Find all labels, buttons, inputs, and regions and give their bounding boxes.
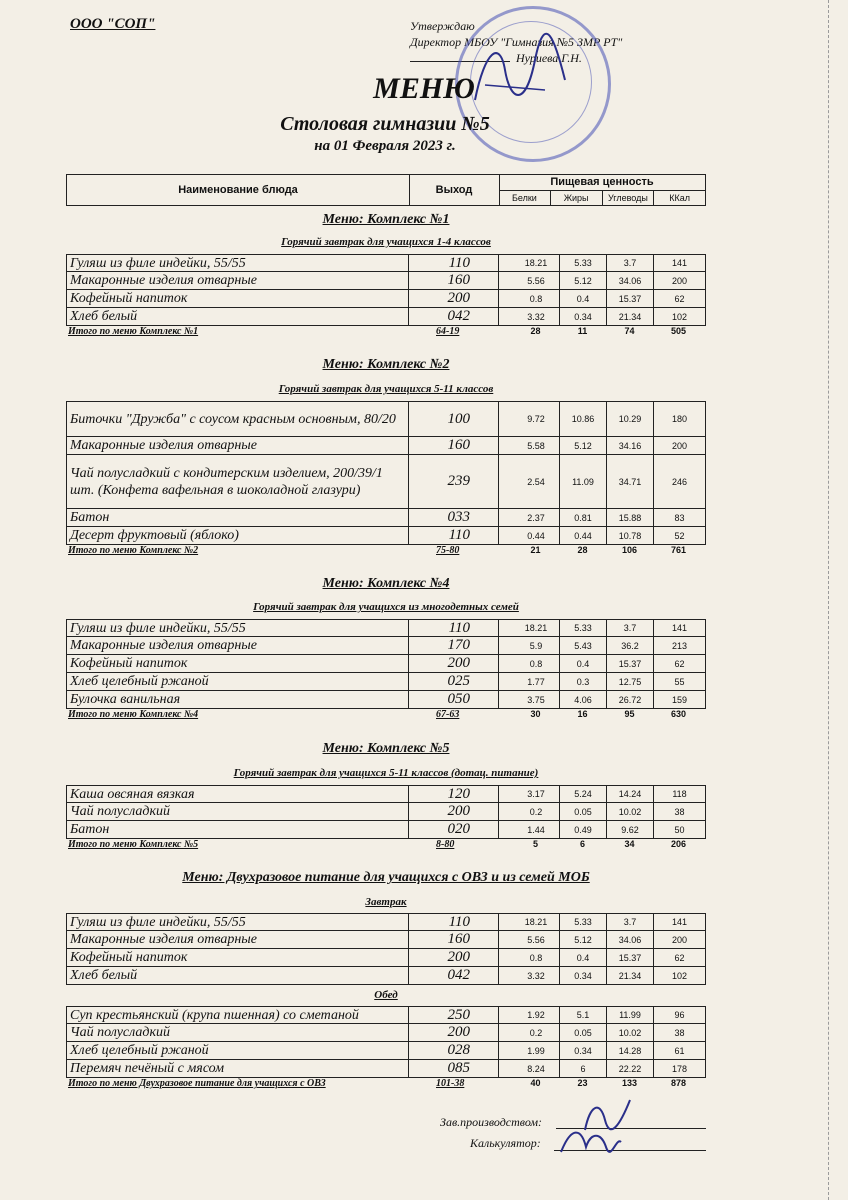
dish-proteins: 0.8: [513, 949, 560, 966]
table-row: [66, 527, 706, 545]
total-output: 67-63: [436, 709, 460, 720]
dish-proteins: 9.72: [513, 402, 560, 436]
total-fats: 11: [577, 326, 588, 336]
dish-fats: 0.4: [560, 290, 607, 307]
dish-name: Чай полусладкий: [67, 803, 409, 820]
dish-carbs: 3.7: [607, 620, 654, 636]
dish-kcal: 200: [671, 275, 688, 286]
menu-table-complex-5: [66, 785, 706, 853]
dish-fats: 11.09: [560, 455, 607, 508]
column-header-output: Выход: [409, 175, 500, 205]
dish-name: Батон: [67, 821, 409, 838]
calculator-label: Калькулятор:: [470, 1136, 541, 1150]
dish-proteins: 1.92: [513, 1007, 560, 1023]
dish-proteins: 1.99: [513, 1042, 560, 1059]
dish-proteins: 5.56: [513, 272, 560, 289]
dish-proteins: 0.2: [513, 803, 560, 820]
table-row: [66, 254, 706, 272]
dish-name: Кофейный напиток: [67, 290, 409, 307]
dish-output: 042: [409, 308, 499, 325]
total-fats: 28: [577, 545, 588, 555]
total-fats: 23: [577, 1078, 588, 1088]
table-row: [66, 1042, 706, 1060]
total-carbs: 95: [624, 709, 635, 719]
table-row: [66, 673, 706, 691]
dish-name: Кофейный напиток: [67, 949, 409, 966]
section-title: Меню: Комплекс №1: [322, 212, 450, 227]
dish-name: Каша овсяная вязкая: [67, 786, 409, 802]
total-kcal: 878: [670, 1078, 687, 1088]
dish-output: 085: [409, 1060, 499, 1077]
dish-output: 160: [409, 272, 499, 289]
dish-name: Гуляш из филе индейки, 55/55: [67, 620, 409, 636]
dish-kcal: 96: [674, 1010, 685, 1020]
section-title: Меню: Двухразовое питание для учащихся с ОВЗ и из семей МОБ: [182, 870, 590, 885]
table-row: [66, 637, 706, 655]
total-row: [66, 326, 706, 340]
total-proteins: 30: [530, 709, 541, 719]
dish-kcal: 38: [674, 1027, 685, 1038]
dish-fats: 5.12: [560, 272, 607, 289]
dish-output: 033: [409, 509, 499, 526]
dish-name: Биточки "Дружба" с соусом красным основным, 80/20: [67, 402, 409, 436]
menu-table-ovz-breakfast: [66, 913, 706, 985]
total-label: Итого по меню Комплекс №4: [68, 709, 199, 720]
dish-proteins: 0.44: [513, 527, 560, 544]
dish-name: Кофейный напиток: [67, 655, 409, 672]
dish-name: Хлеб целебный ржаной: [67, 673, 409, 690]
dish-fats: 0.4: [560, 949, 607, 966]
table-row: [66, 619, 706, 637]
total-proteins: 28: [530, 326, 541, 336]
dish-fats: 0.4: [560, 655, 607, 672]
table-row: [66, 931, 706, 949]
total-fats: 16: [577, 709, 588, 719]
dish-name: Хлеб белый: [67, 967, 409, 984]
dish-kcal: 180: [671, 414, 688, 424]
dish-output: 160: [409, 931, 499, 948]
dish-output: 028: [409, 1042, 499, 1059]
dish-proteins: 3.75: [513, 691, 560, 708]
dish-output: 170: [409, 637, 499, 654]
dish-proteins: 0.8: [513, 290, 560, 307]
dish-proteins: 2.37: [513, 509, 560, 526]
menu-table-ovz-lunch: [66, 1006, 706, 1092]
dish-fats: 10.86: [560, 402, 607, 436]
dish-carbs: 21.34: [607, 967, 654, 984]
dish-name: Перемяч печёный с мясом: [67, 1060, 409, 1077]
table-row: [66, 821, 706, 839]
dish-name: Хлеб белый: [67, 308, 409, 325]
dish-fats: 0.34: [560, 308, 607, 325]
total-proteins: 5: [532, 839, 538, 849]
dish-proteins: 5.9: [513, 637, 560, 654]
table-row: [66, 691, 706, 709]
table-row: [66, 437, 706, 455]
table-row: [66, 308, 706, 326]
dish-output: 239: [409, 455, 499, 508]
production-manager-label: Зав.производством:: [440, 1115, 543, 1129]
dish-name: Макаронные изделия отварные: [67, 931, 409, 948]
dish-kcal: 141: [671, 258, 688, 268]
dish-fats: 5.1: [560, 1007, 607, 1023]
dish-kcal: 55: [674, 676, 685, 687]
nutrition-title: Пищевая ценность: [499, 175, 705, 191]
total-kcal: 761: [670, 545, 687, 555]
section-title: Меню: Комплекс №2: [322, 357, 450, 372]
dish-output: 160: [409, 437, 499, 454]
dish-fats: 5.43: [560, 637, 607, 654]
total-output: 75-80: [436, 545, 460, 556]
dish-kcal: 61: [674, 1045, 685, 1056]
total-row: [66, 839, 706, 853]
dish-fats: 5.12: [560, 437, 607, 454]
dish-kcal: 246: [671, 476, 688, 487]
dish-carbs: 15.88: [607, 509, 654, 526]
dish-proteins: 0.8: [513, 655, 560, 672]
total-label: Итого по меню Комплекс №1: [68, 326, 199, 337]
dish-carbs: 15.37: [607, 655, 654, 672]
dish-proteins: 1.77: [513, 673, 560, 690]
dish-output: 200: [409, 1024, 499, 1041]
dish-name: Чай полусладкий: [67, 1024, 409, 1041]
dish-kcal: 83: [674, 512, 685, 523]
dish-carbs: 21.34: [607, 308, 654, 325]
approval-position: Директор МБОУ "Гимназия №5 ЗМР РТ": [410, 35, 623, 49]
dish-carbs: 14.24: [607, 786, 654, 802]
table-row: [66, 785, 706, 803]
table-row: [66, 1006, 706, 1024]
dish-fats: 5.33: [560, 914, 607, 930]
dish-carbs: 12.75: [607, 673, 654, 690]
dish-proteins: 3.32: [513, 308, 560, 325]
dish-output: 110: [409, 255, 499, 271]
dish-name: Макаронные изделия отварные: [67, 272, 409, 289]
section-subtitle: Горячий завтрак для учащихся 5-11 классов (дотац. питание): [233, 767, 539, 779]
dish-kcal: 62: [674, 952, 685, 963]
total-kcal: 206: [670, 839, 687, 849]
menu-date: на 01 Февраля 2023 г.: [314, 138, 456, 154]
organization-name: ООО "СОП": [70, 16, 156, 32]
total-proteins: 21: [530, 545, 541, 555]
dish-carbs: 10.78: [607, 527, 654, 544]
section-subtitle: Горячий завтрак для учащихся из многодетных семей: [253, 601, 519, 613]
dish-kcal: 102: [671, 970, 688, 981]
dish-carbs: 22.22: [607, 1060, 654, 1077]
dish-fats: 0.05: [560, 803, 607, 820]
page-fold-line: [828, 0, 829, 1200]
dish-name: Хлеб целебный ржаной: [67, 1042, 409, 1059]
dish-output: 110: [409, 527, 499, 544]
total-carbs: 34: [624, 839, 635, 849]
dish-name: Десерт фруктовый (яблоко): [67, 527, 409, 544]
total-label: Итого по меню Двухразовое питание для учащихся с ОВЗ: [68, 1078, 326, 1089]
dish-output: 200: [409, 290, 499, 307]
table-row: [66, 455, 706, 509]
dish-proteins: 3.17: [513, 786, 560, 802]
dish-output: 042: [409, 967, 499, 984]
dish-output: 120: [409, 786, 499, 802]
dish-output: 200: [409, 803, 499, 820]
dish-kcal: 62: [674, 293, 685, 304]
dish-kcal: 118: [672, 789, 687, 799]
dish-output: 110: [409, 914, 499, 930]
dish-kcal: 200: [671, 934, 688, 945]
column-header-name: Наименование блюда: [67, 175, 410, 205]
dish-proteins: 18.21: [513, 620, 560, 636]
total-label: Итого по меню Комплекс №2: [68, 545, 199, 556]
table-row: [66, 803, 706, 821]
dish-name: Чай полусладкий с кондитерским изделием, 200/39/1 шт. (Конфета вафельная в шоколадной глазури): [67, 455, 409, 508]
menu-table-complex-4: [66, 619, 706, 723]
total-carbs: 106: [621, 545, 638, 555]
total-output: 8-80: [436, 839, 455, 850]
table-row: [66, 1060, 706, 1078]
dish-carbs: 34.06: [607, 931, 654, 948]
dish-carbs: 11.99: [607, 1007, 654, 1023]
dish-carbs: 10.02: [607, 1024, 654, 1041]
section-title: Меню: Комплекс №5: [322, 741, 450, 756]
dish-carbs: 14.28: [607, 1042, 654, 1059]
dish-proteins: 5.56: [513, 931, 560, 948]
total-kcal: 505: [670, 326, 687, 336]
column-header-carbs: Углеводы: [603, 191, 655, 205]
dish-kcal: 200: [671, 440, 688, 451]
dish-output: 025: [409, 673, 499, 690]
dish-output: 100: [409, 402, 499, 436]
dish-carbs: 36.2: [607, 637, 654, 654]
dish-name: Булочка ванильная: [67, 691, 409, 708]
column-header-fats: Жиры: [551, 191, 603, 205]
section-subtitle: Горячий завтрак для учащихся 1-4 классов: [281, 236, 491, 248]
dish-carbs: 34.06: [607, 272, 654, 289]
dish-name: Макаронные изделия отварные: [67, 437, 409, 454]
dish-proteins: 18.21: [513, 255, 560, 271]
dish-proteins: 2.54: [513, 455, 560, 508]
table-row: [66, 290, 706, 308]
dish-carbs: 26.72: [607, 691, 654, 708]
total-row: [66, 709, 706, 723]
table-header: [66, 174, 706, 206]
total-row: [66, 545, 706, 559]
dish-fats: 0.3: [560, 673, 607, 690]
dish-kcal: 213: [671, 640, 688, 651]
dish-carbs: 10.02: [607, 803, 654, 820]
dish-output: 200: [409, 949, 499, 966]
table-row: [66, 949, 706, 967]
dish-fats: 4.06: [560, 691, 607, 708]
total-fats: 6: [579, 839, 585, 849]
table-row: [66, 272, 706, 290]
calculator-signature: [556, 1122, 626, 1162]
column-header-kcal: ККал: [669, 193, 690, 203]
section-subtitle-breakfast: Завтрак: [365, 896, 407, 908]
table-row: [66, 913, 706, 931]
dish-carbs: 15.37: [607, 949, 654, 966]
column-header-proteins: Белки: [499, 191, 551, 205]
dish-kcal: 141: [671, 917, 688, 927]
total-label: Итого по меню Комплекс №5: [68, 839, 199, 850]
menu-table-complex-2: [66, 401, 706, 559]
dish-carbs: 15.37: [607, 290, 654, 307]
total-output: 101-38: [436, 1078, 465, 1089]
section-title: Меню: Комплекс №4: [322, 576, 450, 591]
table-row: [66, 967, 706, 985]
dish-kcal: 141: [671, 623, 688, 633]
dish-kcal: 38: [674, 806, 685, 817]
total-kcal: 630: [670, 709, 687, 719]
total-carbs: 133: [621, 1078, 638, 1088]
dish-output: 020: [409, 821, 499, 838]
total-carbs: 74: [624, 326, 635, 336]
dish-proteins: 0.2: [513, 1024, 560, 1041]
dish-carbs: 34.16: [607, 437, 654, 454]
dish-fats: 0.34: [560, 967, 607, 984]
dish-fats: 0.81: [560, 509, 607, 526]
dish-fats: 0.49: [560, 821, 607, 838]
dish-carbs: 3.7: [607, 255, 654, 271]
dish-name: Гуляш из филе индейки, 55/55: [67, 255, 409, 271]
table-row: [66, 655, 706, 673]
dish-kcal: 102: [671, 311, 688, 322]
dish-output: 050: [409, 691, 499, 708]
dish-kcal: 62: [674, 658, 685, 669]
dish-carbs: 9.62: [607, 821, 654, 838]
dish-carbs: 34.71: [607, 455, 654, 508]
dish-name: Гуляш из филе индейки, 55/55: [67, 914, 409, 930]
dish-kcal: 52: [674, 530, 685, 541]
dish-name: Суп крестьянский (крупа пшенная) со сметаной: [67, 1007, 409, 1023]
dish-carbs: 3.7: [607, 914, 654, 930]
approval-title: Утверждаю: [410, 19, 475, 33]
total-output: 64-19: [436, 326, 460, 337]
dish-kcal: 50: [674, 824, 685, 835]
dish-kcal: 178: [671, 1063, 688, 1074]
dish-name: Макаронные изделия отварные: [67, 637, 409, 654]
dish-fats: 5.24: [560, 786, 607, 802]
dish-output: 250: [409, 1007, 499, 1023]
dish-output: 200: [409, 655, 499, 672]
dish-fats: 5.33: [560, 255, 607, 271]
table-row: [66, 509, 706, 527]
dish-proteins: 1.44: [513, 821, 560, 838]
total-proteins: 40: [530, 1078, 541, 1088]
approval-name: Нуриева Г.Н.: [516, 51, 582, 65]
dish-carbs: 10.29: [607, 402, 654, 436]
dish-fats: 0.44: [560, 527, 607, 544]
page-subtitle: Столовая гимназии №5: [280, 113, 490, 135]
menu-table-complex-1: [66, 254, 706, 340]
dish-fats: 0.05: [560, 1024, 607, 1041]
section-subtitle: Горячий завтрак для учащихся 5-11 классов: [278, 383, 494, 395]
dish-output: 110: [409, 620, 499, 636]
column-header-nutrition: [499, 175, 705, 205]
page-title: МЕНЮ: [373, 72, 475, 105]
dish-kcal: 159: [671, 694, 688, 705]
dish-fats: 6: [560, 1060, 607, 1077]
dish-proteins: 3.32: [513, 967, 560, 984]
section-subtitle-lunch: Обед: [374, 989, 398, 1001]
table-row: [66, 401, 706, 437]
dish-fats: 0.34: [560, 1042, 607, 1059]
dish-fats: 5.12: [560, 931, 607, 948]
dish-proteins: 18.21: [513, 914, 560, 930]
dish-fats: 5.33: [560, 620, 607, 636]
table-row: [66, 1024, 706, 1042]
dish-name: Батон: [67, 509, 409, 526]
dish-proteins: 5.58: [513, 437, 560, 454]
dish-proteins: 8.24: [513, 1060, 560, 1077]
total-row: [66, 1078, 706, 1092]
